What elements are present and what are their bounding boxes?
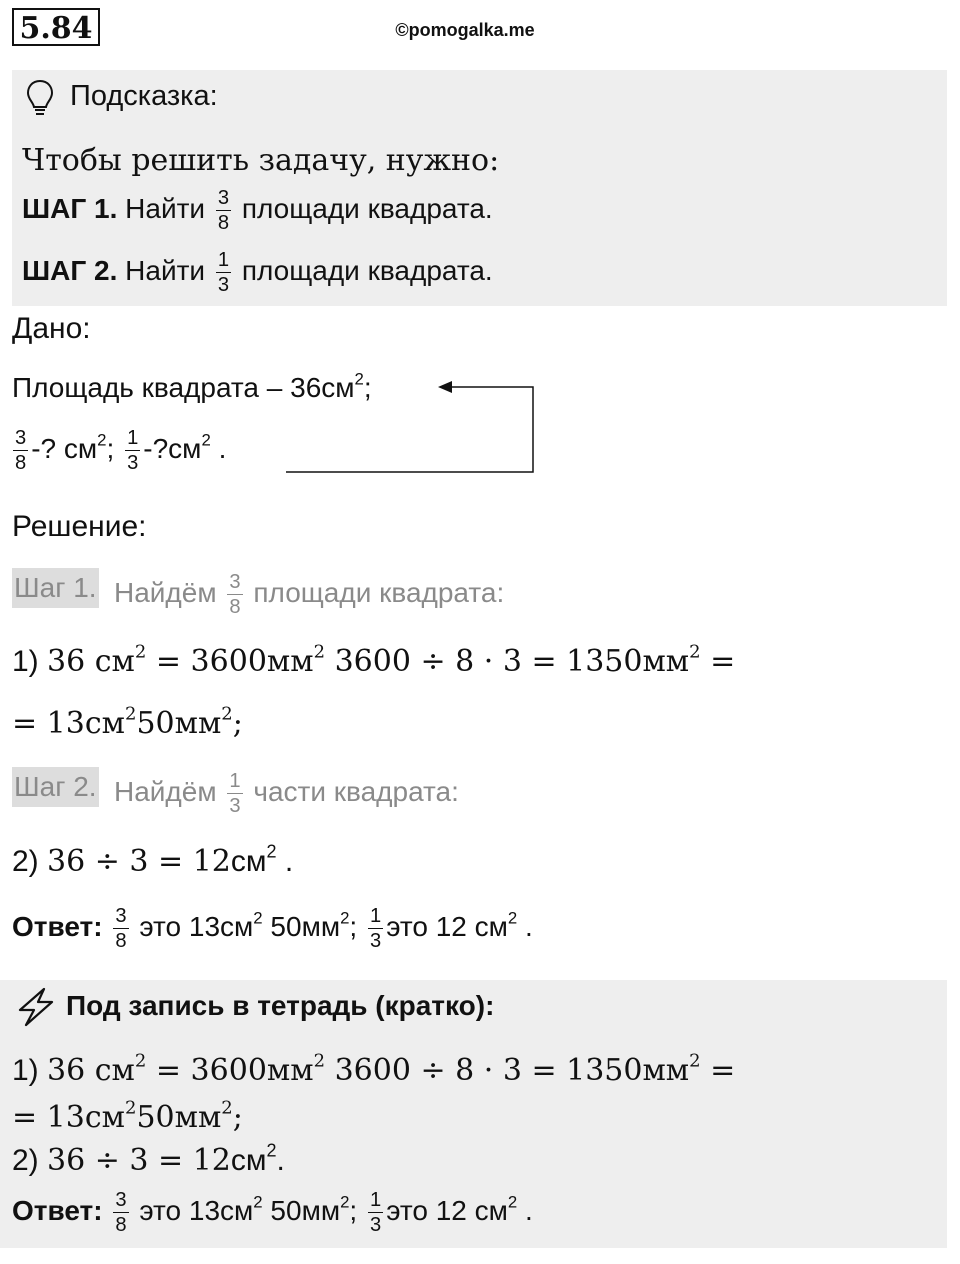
fraction: $\frac{1}{3}$ [369,905,382,953]
fraction: $\frac{1}{3}$ [229,770,241,818]
hint-step-2 [22,250,493,295]
solution-equation-1b: = $13см^250мм^2$; [12,703,243,741]
arrow-connector [280,372,540,482]
fraction: $\frac{3}{8}$ [229,571,241,619]
given-line-1: Площадь квадрата – $36см^2$; [12,369,372,403]
solution-step-1-text: Найдём $\frac{3}{8}$ площади квадрата: [114,571,505,619]
fraction: $\frac{3}{8}$ [115,905,127,953]
given-title: Дано: [12,312,91,345]
hint-step-1 [22,188,493,233]
solution-equation-2: 2) $36 \div 3 = 12см^2$ . [12,841,294,879]
hint-step-1-label: ШАГ 1. [22,193,118,225]
notebook-equation-2: 2) $36 \div 3 = 12см^2$. [12,1140,285,1178]
lightbulb-icon [24,78,56,118]
hint-title: Подсказка: [70,80,218,112]
solution-equation-1a: 1) 36 $см^2 = 3600мм^2$ $3600 \div 8 \cdot 3 = 1350мм^2$ = [12,641,736,679]
hint-step-1-pre: Найти [125,193,206,225]
fraction: $\frac{3}{8}$ [15,427,27,475]
solution-answer: Ответ: $\frac{3}{8}$ это $13см^2$ $50мм^2$; $\frac{1}{3}$ это 12 $см^2$ . [12,905,533,953]
given-line-2: $\frac{3}{8}$ -? $см^2$; $\frac{1}{3}$ $-?см^2$ . [15,427,227,475]
solution-title: Решение: [12,510,147,543]
hint-step-2-post: площади квадрата. [241,255,493,287]
hint-step-2-pre: Найти [125,255,206,287]
fraction: $\frac{1}{3}$ [217,249,230,297]
problem-number: 5.84 [12,8,100,46]
notebook-equation-1a: 1) 36 $см^2 = 3600мм^2$ $3600 \div 8 \cdot 3 = 1350мм^2$ = [12,1050,736,1088]
fraction: $\frac{3}{8}$ [115,1189,127,1237]
hint-step-1-post: площади квадрата. [241,193,493,225]
notebook-answer: Ответ: $\frac{3}{8}$ это $13см^2$ $50мм^2$; $\frac{1}{3}$ это 12 $см^2$ . [12,1189,533,1237]
copyright: ©pomogalka.me [395,20,535,40]
notebook-equation-1b: = $13см^250мм^2$; [12,1097,243,1135]
solution-step-2-tag: Шаг 2. [12,767,99,807]
solution-step-2-text: Найдём $\frac{1}{3}$ части квадрата: [114,770,459,818]
notebook-title: Под запись в тетрадь (кратко): [66,990,495,1021]
fraction: $\frac{3}{8}$ [217,187,230,235]
lightning-icon [14,986,58,1028]
hint-intro: Чтобы решить задачу, нужно: [22,143,500,178]
hint-step-2-label: ШАГ 2. [22,255,118,287]
fraction: $\frac{1}{3}$ [127,427,139,475]
fraction: $\frac{1}{3}$ [369,1189,382,1237]
solution-step-1-tag: Шаг 1. [12,568,99,608]
